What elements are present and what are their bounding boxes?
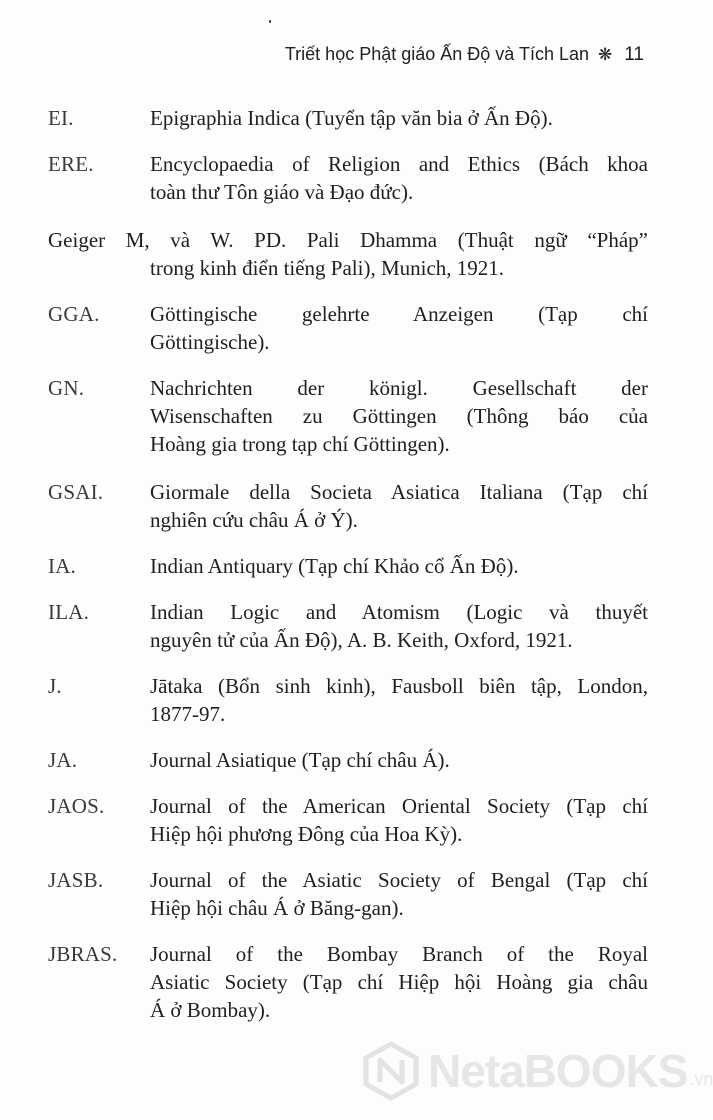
entry-line: Jātaka (Bổn sinh kinh), Fausboll biên tập, London,	[150, 674, 648, 698]
entry-line: Nachrichten der königl. Gesellschaft der	[150, 376, 648, 400]
list-item-ei	[48, 104, 648, 132]
entry-abbreviation: JAOS.	[48, 794, 105, 818]
entry-abbreviation: ILA.	[48, 600, 90, 624]
entry-description	[150, 478, 648, 534]
entry-line: nghiên cứu châu Á ở Ý).	[150, 508, 358, 532]
entry-description	[150, 792, 648, 848]
entry-line: 1877-97.	[150, 702, 226, 726]
entry-line: Epigraphia Indica (Tuyển tập văn bia ở Ấn Độ).	[150, 106, 553, 130]
running-title: Triết học Phật giáo Ấn Độ và Tích Lan	[284, 44, 590, 64]
entry-description	[150, 300, 648, 356]
entry-line: Journal of the Asiatic Society of Bengal (Tạp chí	[150, 868, 648, 892]
list-item-gsai	[48, 478, 648, 534]
entry-line: Á ở Bombay).	[150, 998, 271, 1022]
entry-abbreviation: JASB.	[48, 868, 104, 892]
page-mark	[269, 20, 271, 23]
entry-description	[150, 598, 648, 654]
entry-line: Indian Logic and Atomism (Logic và thuyết	[150, 600, 648, 624]
entry-abbreviation: J.	[48, 674, 62, 698]
entry-line: Journal Asiatique (Tạp chí châu Á).	[150, 748, 450, 772]
entry-abbreviation: GN.	[48, 376, 85, 400]
entry-line: Hiệp hội châu Á ở Băng-gan).	[150, 896, 404, 920]
list-item-gn	[48, 374, 648, 458]
entry-line: toàn thư Tôn giáo và Đạo đức).	[150, 180, 414, 204]
entry-description	[150, 150, 648, 206]
list-item-jasb	[48, 866, 648, 922]
page-number: 11	[624, 44, 644, 65]
entry-description	[150, 866, 648, 922]
running-header	[285, 44, 644, 66]
entry-line: Hoàng gia trong tạp chí Göttingen).	[150, 432, 450, 456]
entry-line: Wisenschaften zu Göttingen (Thông báo của	[150, 404, 648, 428]
list-item-ia	[48, 552, 648, 580]
entry-description	[150, 104, 648, 132]
list-item-geiger	[48, 226, 648, 282]
entry-abbreviation: GGA.	[48, 302, 100, 326]
entry-line: Indian Antiquary (Tạp chí Khảo cổ Ấn Độ).	[150, 554, 519, 578]
watermark-brand: NetaBOOKS	[428, 1045, 688, 1097]
entry-abbreviation: ERE.	[48, 152, 94, 176]
watermark-tld: .vn	[689, 1069, 713, 1089]
list-item-j	[48, 672, 648, 728]
entry-description	[150, 746, 648, 774]
entry-line: Asiatic Society (Tạp chí Hiệp hội Hoàng gia châu	[150, 970, 648, 994]
entry-description	[48, 226, 648, 282]
list-item-jbras	[48, 940, 648, 1024]
list-item-ere	[48, 150, 648, 206]
entry-line: Giormale della Societa Asiatica Italiana (Tạp chí	[150, 480, 648, 504]
list-item-gga	[48, 300, 648, 356]
entry-line: Göttingische).	[150, 330, 270, 354]
entry-abbreviation: JA.	[48, 748, 78, 772]
entry-line: Göttingische gelehrte Anzeigen (Tạp chí	[150, 302, 648, 326]
netabooks-logo-icon	[362, 1042, 420, 1100]
entry-line: Encyclopaedia of Religion and Ethics (Bách khoa	[150, 152, 648, 176]
ornament-separator-icon: ❋	[598, 45, 613, 64]
list-item-ila	[48, 598, 648, 654]
list-item-ja	[48, 746, 648, 774]
entry-abbreviation: IA.	[48, 554, 77, 578]
watermark	[362, 1042, 713, 1100]
list-item-jaos	[48, 792, 648, 848]
entry-description	[150, 672, 648, 728]
entry-abbreviation: JBRAS.	[48, 942, 118, 966]
entry-abbreviation: GSAI.	[48, 480, 104, 504]
entry-line: Hiệp hội phương Đông của Hoa Kỳ).	[150, 822, 463, 846]
entry-line: trong kinh điển tiếng Pali), Munich, 1921.	[150, 256, 505, 280]
entry-line: Journal of the Bombay Branch of the Royal	[150, 942, 648, 966]
entry-description	[150, 374, 648, 458]
entry-description	[150, 552, 648, 580]
entry-description	[150, 940, 648, 1024]
entry-abbreviation: EI.	[48, 106, 74, 130]
entry-line: Geiger M, và W. PD. Pali Dhamma (Thuật ngữ “Pháp”	[48, 228, 648, 252]
entry-line: Journal of the American Oriental Society (Tạp chí	[150, 794, 648, 818]
entry-line: nguyên tử của Ấn Độ), A. B. Keith, Oxford, 1921.	[150, 628, 573, 652]
